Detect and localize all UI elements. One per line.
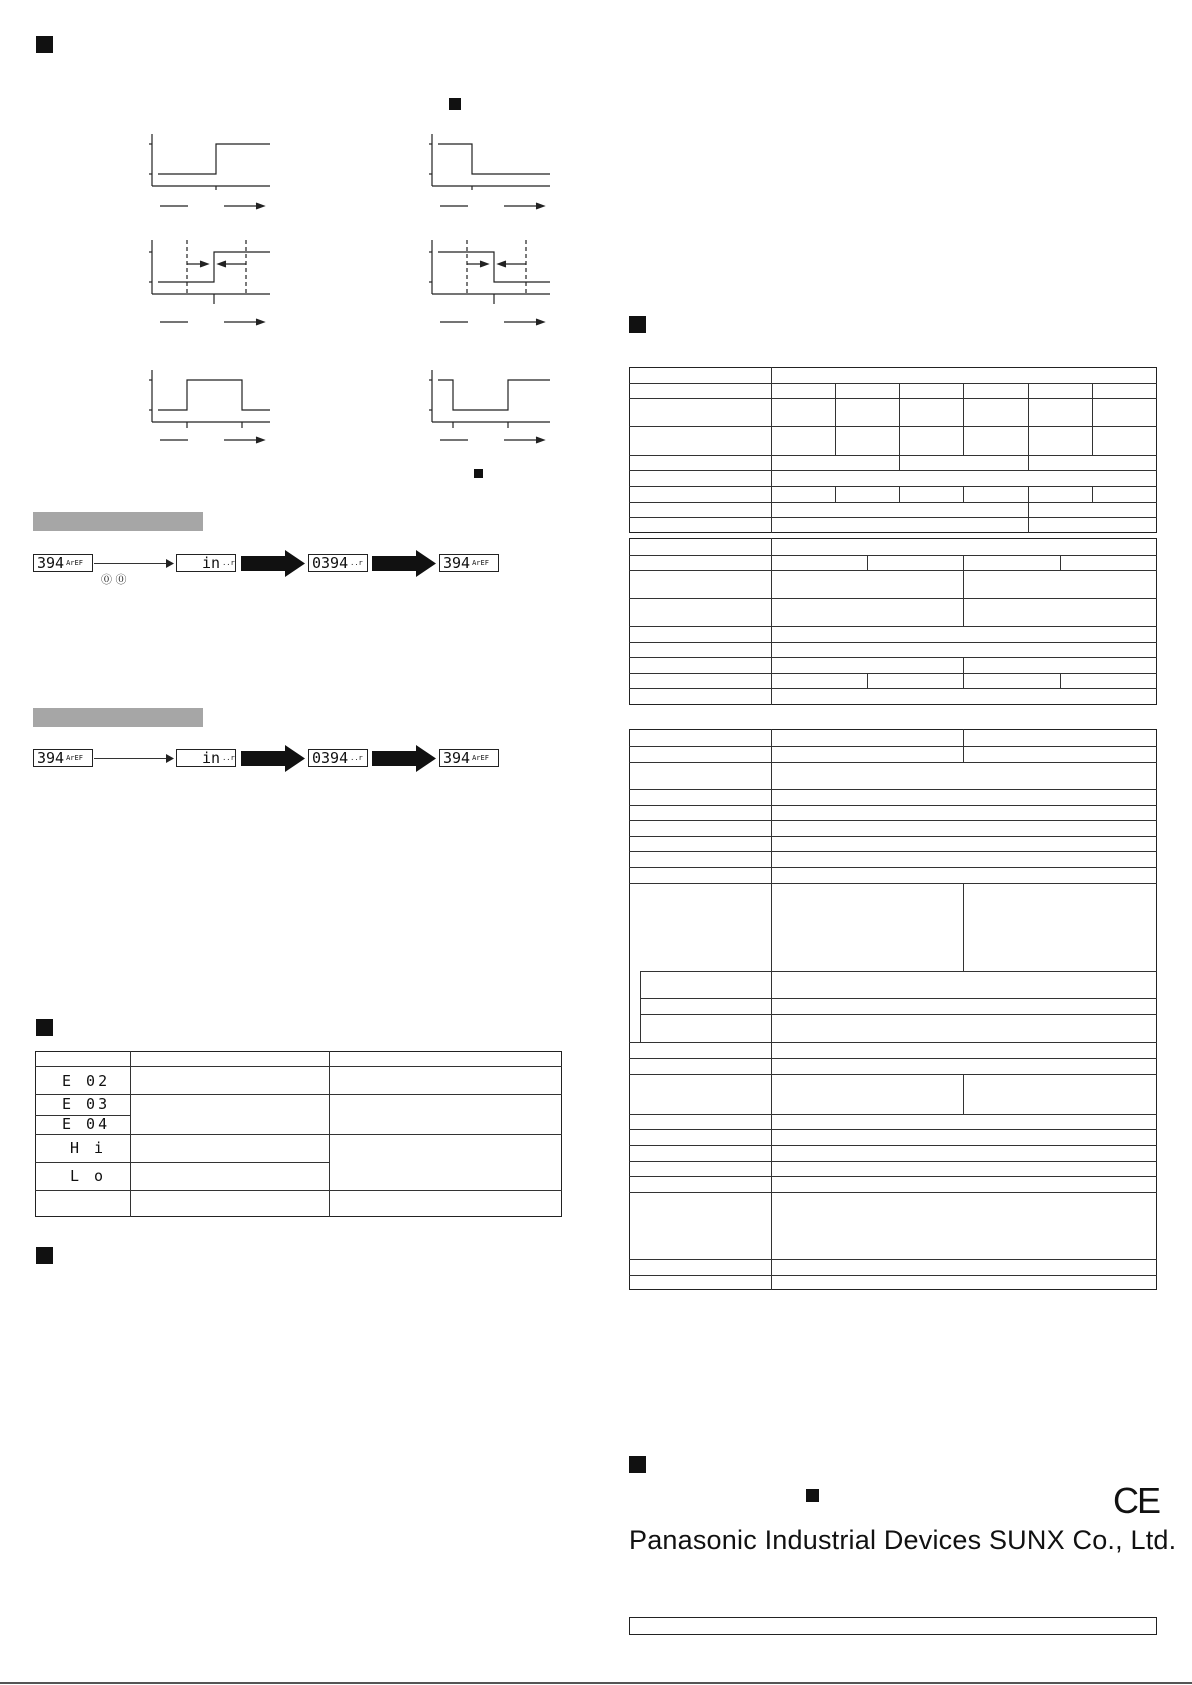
lcd-label: ..r [222, 558, 235, 567]
flow-arrow-icon [166, 559, 174, 568]
timing-diagram-window [149, 370, 270, 443]
company-name: Panasonic Industrial Devices SUNX Co., Ltd. [629, 1525, 1177, 1555]
bullet-marker [806, 1489, 819, 1502]
flow-arrow-icon [166, 754, 174, 763]
lcd-label: ArEF [66, 558, 83, 567]
footer-box [629, 1617, 1157, 1635]
timing-diagram-window-inverse [429, 370, 550, 443]
error-code: E 03 [62, 1095, 111, 1113]
procedure-header-bar [33, 708, 203, 727]
key-buttons-icon: ⓪ ⓪ [101, 573, 127, 586]
error-code: H i [70, 1139, 107, 1157]
lcd-label: ArEF [472, 558, 489, 567]
lcd-label: ..r [222, 753, 235, 762]
section-marker-specs [629, 316, 646, 333]
ce-mark: CE [1113, 1480, 1160, 1521]
big-arrow-icon [241, 550, 305, 577]
lcd-display-count [308, 749, 368, 767]
bullet-marker [474, 469, 483, 478]
flow-line [94, 758, 170, 759]
timing-diagrams [140, 130, 560, 450]
lcd-label: ..r [350, 558, 363, 567]
lcd-value: 394 [443, 554, 471, 572]
flow-line [94, 563, 170, 564]
lcd-display-ref [439, 554, 499, 572]
lcd-value: 394 [37, 749, 65, 767]
bullet-marker [449, 98, 461, 110]
lcd-value: in [202, 749, 221, 767]
section-marker-1 [36, 36, 53, 53]
section-marker [36, 1247, 53, 1264]
error-code: E 04 [62, 1115, 111, 1133]
spec-table-1 [629, 367, 1157, 533]
error-code: E 02 [62, 1072, 111, 1090]
section-marker-error [36, 1019, 53, 1036]
lcd-display-ref [33, 749, 93, 767]
spec-table-2 [629, 538, 1157, 705]
timing-diagram-hysteresis-rise [149, 240, 270, 325]
lcd-value: 394 [37, 554, 65, 572]
lcd-display-ref [439, 749, 499, 767]
timing-diagram-hysteresis-fall [429, 240, 550, 325]
procedure-header-bar [33, 512, 203, 531]
lcd-value: in [202, 554, 221, 572]
lcd-label: ..r [350, 753, 363, 762]
page-bottom-rule [0, 1682, 1192, 1684]
lcd-display-count [308, 554, 368, 572]
lcd-label: ArEF [66, 753, 83, 762]
lcd-value: 0394 [312, 554, 349, 572]
error-code: L o [70, 1167, 107, 1185]
big-arrow-icon [241, 745, 305, 772]
lcd-value: 0394 [312, 749, 349, 767]
lcd-display-init [176, 554, 236, 572]
timing-diagram-fall [429, 134, 550, 209]
timing-diagram-rise [149, 134, 270, 209]
lcd-display-init [176, 749, 236, 767]
section-marker [629, 1456, 646, 1473]
lcd-value: 394 [443, 749, 471, 767]
big-arrow-icon [372, 745, 436, 772]
big-arrow-icon [372, 550, 436, 577]
lcd-display-ref [33, 554, 93, 572]
spec-table-3 [629, 729, 1157, 1290]
lcd-label: ArEF [472, 753, 489, 762]
